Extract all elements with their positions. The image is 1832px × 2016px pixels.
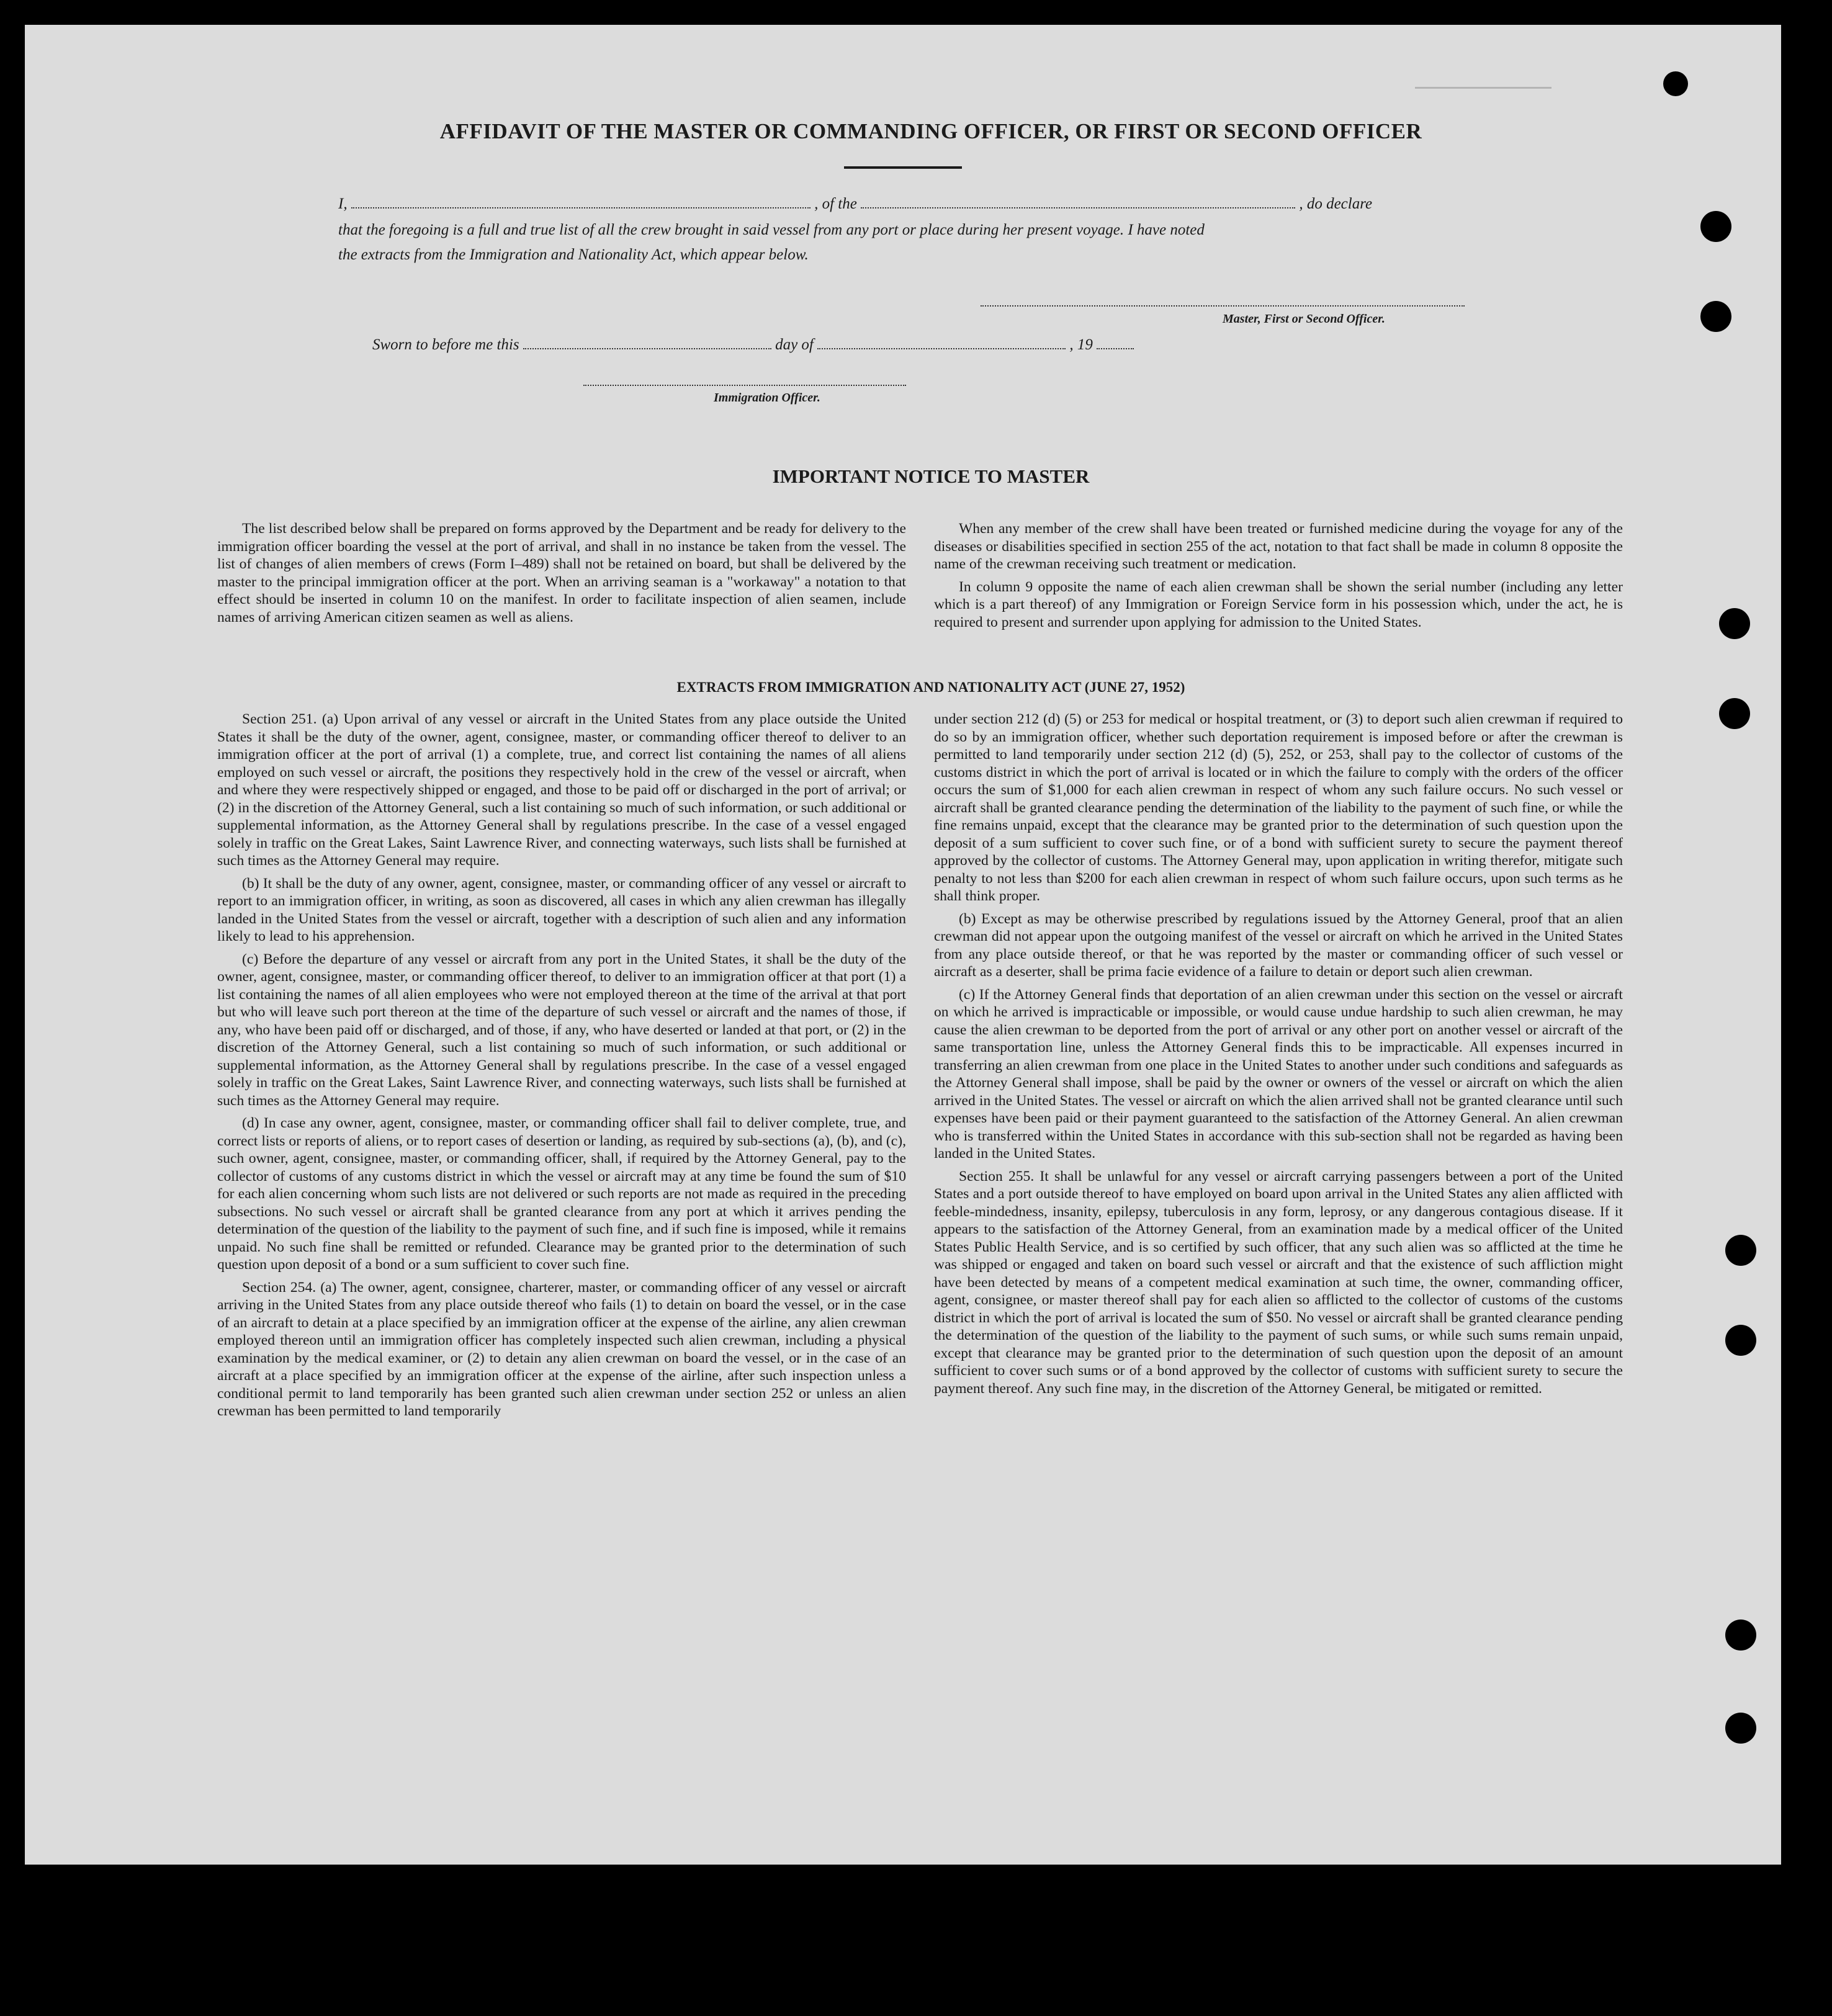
extract-paragraph: Section 254. (a) The owner, agent, consignee, charterer, master, or commanding officer of any vessel or aircraft arriving in the United States from any place outside thereof who fails (1) to detain on board the vessel, or in the case of an aircraft to detain at a place specified by an immigration officer at the expense of the airline, any alien crewman employed thereon until an immigration officer has completely inspected such alien crewman, including a physical examination by the medical examiner, or (2) to detain any alien crewman on board the vessel, or in the case of an aircraft at a place specified by an immigration officer at the expense of the airline, after such inspection unless a conditional permit to land temporarily has been granted such alien crewman under section 252 or unless an alien crewman has been permitted to land temporarily — [217, 1279, 906, 1419]
notice-left-column — [217, 520, 906, 631]
title-rule — [844, 166, 962, 169]
signature-line[interactable] — [981, 305, 1465, 307]
vessel-blank[interactable] — [861, 196, 1295, 208]
extract-paragraph: (c) Before the departure of any vessel or aircraft from any port in the United States, it shall be the duty of the owner, agent, consignee, master, or commanding officer thereof, to deliver to an immigration officer at that port (1) a list containing the names of all alien employees who were not employed thereon at the time of the arrival at that port but who will leave such port thereon at the time of the departure of such vessel or aircraft and the names of those, if any, who have been paid off or discharged, and of those, if any, who have deserted or landed at that port, or (2) in the discretion of the Attorney General, such a list containing so much of such information, or such additional or supplemental information, as the Attorney General shall by regulations prescribe. In the case of a vessel engaged solely in traffic on the Great Lakes, Saint Lawrence River, and connecting waterways, such lists shall be furnished at such times as the Attorney General may require. — [217, 951, 906, 1109]
notice-left-paragraph: The list described below shall be prepared on forms approved by the Department and be ready for delivery to the immigration officer boarding the vessel at the port of arrival, and shall in no instance be taken from the vessel. The list of changes of alien members of crews (Form I–489) shall not be retained on board, but shall be delivered by the master to the principal immigration officer at the port. When an arriving seaman is a "workaway" a notation to that effect should be inserted in column 10 on the manifest. In order to facilitate inspection of alien seamen, include names of arriving American citizen seamen as well as aliens. — [217, 521, 906, 625]
year-prefix: , 19 — [1069, 336, 1093, 353]
extract-paragraph: Section 255. It shall be unlawful for any vessel or aircraft carrying passengers between a port of the United States and a port outside thereof to have employed on board upon arrival in the United States any alien afflicted with feeble-mindedness, insanity, epilepsy, tuberculosis in any form, leprosy, or any dangerous contagious disease. If it appears to the satisfaction of the Attorney General, from an examination made by a medical officer of the United States Public Health Service, and is so certified by such officer, that any such alien was so afflicted at the time he was shipped or engaged and taken on board such vessel or aircraft and that the existence of such affliction might have been detected by means of a competent medical examination at such time, the owner, commanding officer, agent, consignee, or master thereof shall pay for each alien so afflicted to the collector of customs of the customs district in which the port of arrival is located the sum of $50. No vessel or aircraft shall be granted clearance pending the determination of the question of the liability to the payment of such sums, or while such sums remain unpaid, except that clearance may be granted prior to the determination of such question upon the deposit of an amount sufficient to cover such sums or of a bond approved by the collector of customs with sufficient surety to secure the payment thereof. Any such fine may, in the discretion of the Attorney General, be mitigated or remitted. — [934, 1168, 1623, 1397]
punch-hole — [1725, 1713, 1756, 1744]
do-declare: , do declare — [1299, 195, 1373, 212]
punch-hole — [1663, 71, 1688, 96]
sworn-line — [372, 336, 1134, 354]
extract-paragraph: under section 212 (d) (5) or 253 for medical or hospital treatment, or (3) to deport such alien crewman if required to do so by an immigration officer, whether such deportation requirement is imposed before or after the crewman is permitted to land temporarily under section 212 (d) (5), 252, or 253, shall pay to the collector of customs of the customs district in which the port of arrival is located or in which the failure to comply with the orders of the officer occurs the sum of $1,000 for each alien crewman in respect of whom any such failure occurs. No such vessel or aircraft shall be granted clearance pending the determination of the liability to the payment of such fine, or while the fine remains unpaid, except that the clearance may be granted prior to the determination of such question upon the deposit of a sum sufficient to cover such fine, or of a bond with sufficient surety to secure the payment thereof approved by the collector of customs. The Attorney General may, upon application in writing therefor, mitigate such penalty to not less than $200 for each alien crewman in respect of whom such failure occurs, upon such terms as he shall think proper. — [934, 711, 1623, 904]
punch-hole — [1725, 1325, 1756, 1356]
extract-paragraph: (b) Except as may be otherwise prescribed by regulations issued by the Attorney General, proof that an alien crewman did not appear upon the outgoing manifest of the vessel or aircraft on which he arrived in the United States from any place outside thereof, or that he was reported by the master or commanding officer of such vessel or aircraft as a deserter, shall be prima facie evidence of a failure to detain or deport such alien crewman. — [934, 910, 1623, 980]
notice-right-column — [934, 520, 1623, 636]
of-the: , of the — [814, 195, 857, 212]
notice-heading: IMPORTANT NOTICE TO MASTER — [772, 465, 1090, 487]
extract-paragraph: Section 251. (a) Upon arrival of any vessel or aircraft in the United States from any place outside the United States it shall be the duty of the owner, agent, consignee, master, or commanding officer thereof to deliver to an immigration officer at the port of arrival (1) a complete, true, and correct list containing the names of all aliens employed on such vessel or aircraft, the positions they respectively hold in the crew of the vessel or aircraft, when and where they were respectively shipped or engaged, and those to be paid off or discharged in the port of arrival; or (2) in the discretion of the Attorney General, such a list containing so much of such information, or such additional or supplemental information, as the Attorney General shall by regulations prescribe. In the case of a vessel engaged solely in traffic on the Great Lakes, Saint Lawrence River, and connecting waterways, such lists shall be furnished at such times as the Attorney General may require. — [217, 711, 906, 869]
immigration-officer-label: Immigration Officer. — [714, 391, 820, 405]
extracts-heading: EXTRACTS FROM IMMIGRATION AND NATIONALITY ACT (JUNE 27, 1952) — [676, 679, 1185, 695]
extract-paragraph: (d) In case any owner, agent, consignee, master, or commanding officer shall fail to deliver complete, true, and correct lists or reports of aliens, or to report cases of desertion or landing, as required by sub-sections (a), (b), and (c), such owner, agent, consignee, master, or commanding officer, shall, if required by the Attorney General, pay to the collector of customs of any customs district in which the vessel or aircraft may at any time be found the sum of $10 for each alien concerning whom such lists are not delivered or such reports are not made as required in the preceding subsections. No such vessel or aircraft shall be granted clearance from any port at which it arrives pending the determination of the question of the liability to the payment of such fine, and if such fine is imposed, while it remains unpaid. No such fine shall be remitted or refunded. Clearance may be granted prior to the determination of such question upon deposit of a bond or a sum sufficient to cover such fine. — [217, 1115, 906, 1273]
extract-paragraph: (c) If the Attorney General finds that deportation of an alien crewman under this section on the vessel or aircraft on which he arrived is impracticable or impossible, or would cause undue hardship to such alien crewman, he may cause the alien crewman to be deported from the port of arrival or any other port on another vessel or aircraft of the same transportation line, unless the Attorney General finds this to be impracticable. All expenses incurred in transferring an alien crewman from one place in the United States to another under such conditions and safeguards as the Attorney General shall impose, shall be paid by the owner or owners of the vessel or aircraft on which the alien arrived in the United States. The vessel or aircraft on which the alien arrived shall not be granted clearance until such expenses have been paid or their payment guaranteed to the satisfaction of the Attorney General. An alien crewman who is transferred within the United States in accordance with this sub-section shall not be regarded as having been landed in the United States. — [934, 986, 1623, 1162]
signature-label: Master, First or Second Officer. — [1223, 312, 1385, 326]
sworn-prefix: Sworn to before me this — [372, 336, 519, 353]
affidavit-title: AFFIDAVIT OF THE MASTER OR COMMANDING OFFICER, OR FIRST OR SECOND OFFICER — [439, 119, 1422, 143]
sworn-year-blank[interactable] — [1097, 337, 1134, 349]
punch-hole — [1719, 698, 1750, 729]
extract-paragraph: (b) It shall be the duty of any owner, agent, consignee, master, or commanding officer of any vessel or aircraft to report to an immigration officer, in writing, as soon as discovered, all cases in which any alien crewman has illegally landed in the United States from the vessel or aircraft, together with a description of such alien and any information likely to lead to his apprehension. — [217, 875, 906, 944]
punch-hole — [1725, 1235, 1756, 1266]
name-blank[interactable] — [351, 196, 810, 208]
punch-hole — [1700, 301, 1731, 332]
extracts-left-column — [217, 710, 906, 1425]
declare-i: I, — [338, 195, 348, 212]
extracts-right-column — [934, 710, 1623, 1402]
immigration-officer-line[interactable] — [583, 385, 906, 386]
document-page — [25, 25, 1781, 1865]
punch-hole — [1725, 1620, 1756, 1651]
sworn-month-blank[interactable] — [817, 337, 1066, 349]
punch-hole — [1700, 211, 1731, 242]
notice-right-paragraph-1: When any member of the crew shall have been treated or furnished medicine during the voyage for any of the diseases or disabilities specified in section 255 of the act, notation to that fact shall be made in column 8 opposite the name of the crewman receiving such treatment or medication. — [934, 521, 1623, 572]
notice-right-paragraph-2: In column 9 opposite the name of each alien crewman shall be shown the serial number (including any letter which is a part thereof) of any Immigration or Foreign Service form in his possession which, under the act, he is required to present and surrender upon applying for admission to the United States. — [934, 578, 1623, 630]
declaration-line — [338, 195, 1486, 213]
declaration-text-2: the extracts from the Immigration and Nationality Act, which appear below. — [338, 246, 809, 263]
day-of: day of — [775, 336, 814, 353]
sworn-day-blank[interactable] — [523, 337, 771, 349]
declaration-text-1: that the foregoing is a full and true list of all the crew brought in said vessel from any port or place during her present voyage. I have noted — [338, 222, 1205, 238]
punch-hole — [1719, 608, 1750, 639]
